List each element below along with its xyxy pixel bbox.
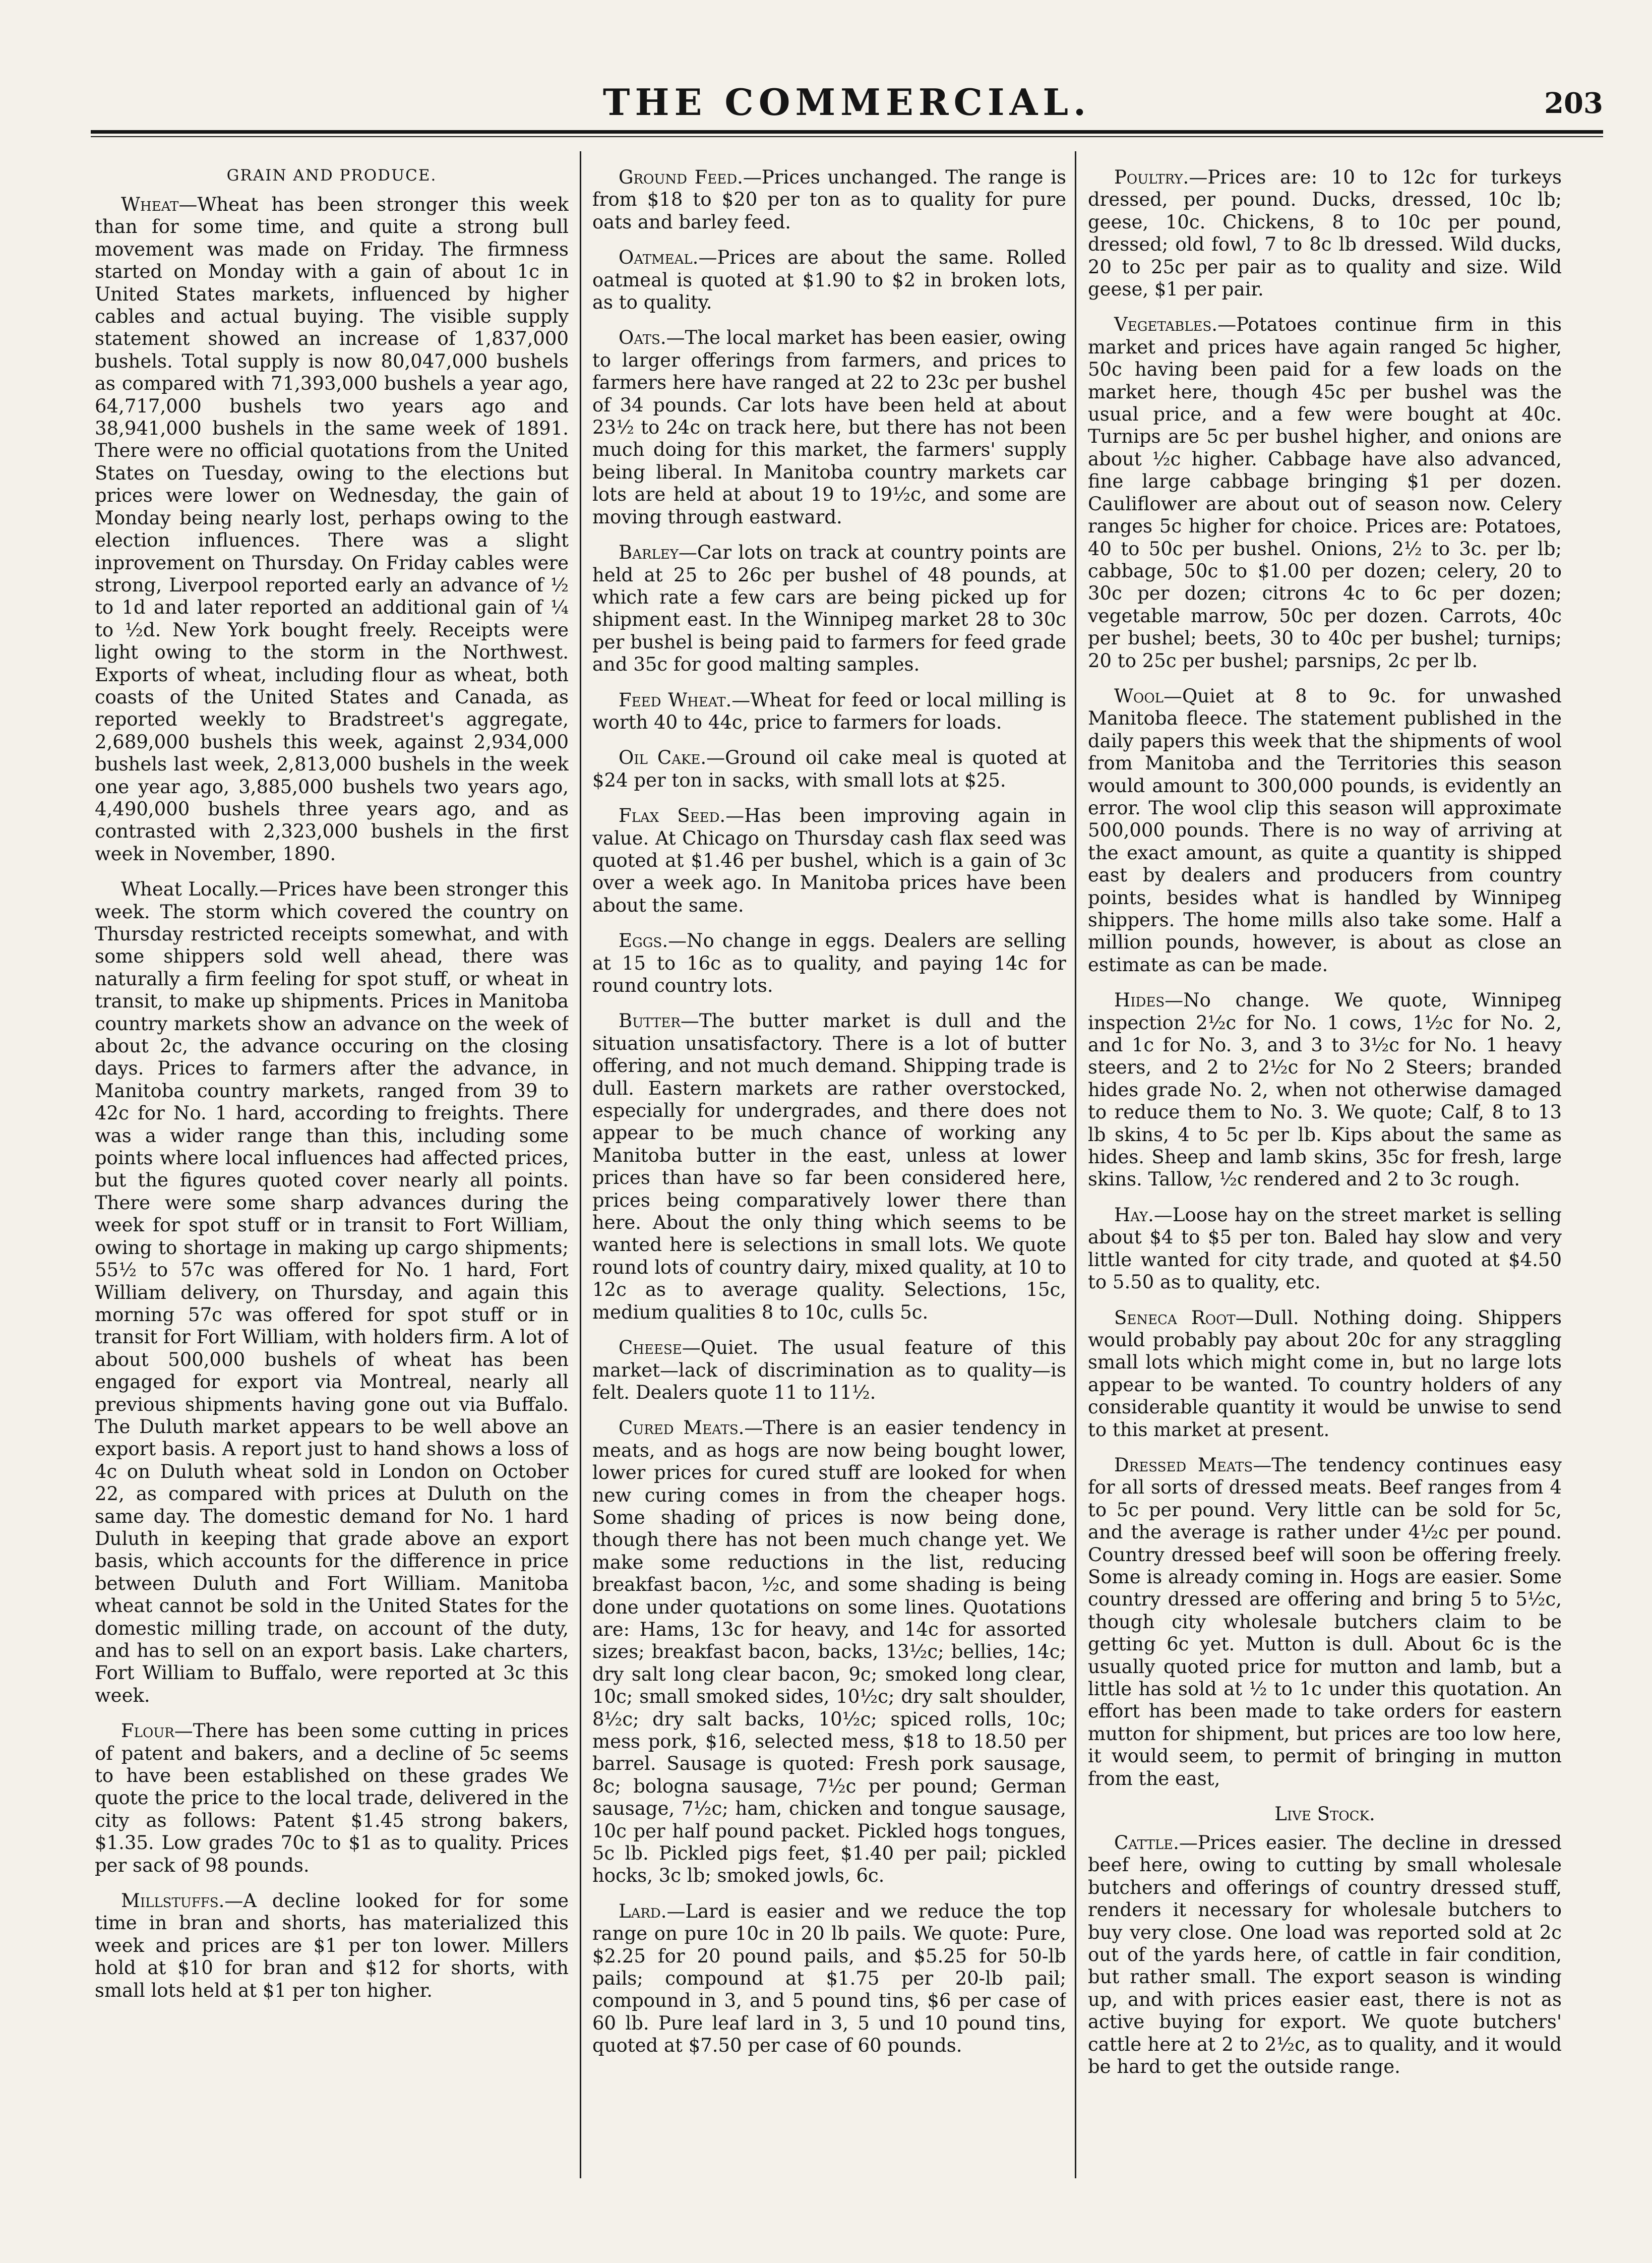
- article-paragraph: [592, 805, 1066, 917]
- header-rule-thin: [91, 136, 1603, 137]
- paragraph-lead: Wheat: [121, 194, 179, 215]
- paragraph-lead: Butter: [619, 1010, 681, 1032]
- paragraph-text: —No change. We quote, Winnipeg inspection 2½c for No. 1 cows, 1½c for No. 2, and 1c for No. 3, and 3 to 3½c for No. 1 heavy steers, and 2 to 2½c for No 2 Steers; branded hides grade No. 2, when not otherwise damaged to reduce them to No. 3. We quote; Calf, 8 to 13 lb skins, 4 to 5c per lb. Kips about the same as hides. Sheep and lamb skins, 35c for fresh, large skins. Tallow, ½c rendered and 2 to 3c rough.: [1088, 989, 1562, 1190]
- paragraph-lead: Poultry.: [1114, 166, 1189, 188]
- section-heading: GRAIN AND PRODUCE.: [226, 166, 437, 185]
- article-paragraph: [592, 1900, 1066, 2057]
- article-paragraph: [592, 327, 1066, 528]
- paragraph-text: —Dull. Nothing doing. Shippers would probably pay about 20c for any straggling small lots which might come in, but no large lots appear to be wanted. To country holders of any considerable quantity it would be unwise to send to this market at present.: [1088, 1306, 1562, 1441]
- article-paragraph: [95, 194, 569, 865]
- article-paragraph: [592, 689, 1066, 734]
- paragraph-lead: Oatmeal.: [619, 247, 699, 269]
- paragraph-text: —Lard is easier and we reduce the top range on pure 10c in 20 lb pails. We quote: Pure, $2.25 for 20 pound pails, and $5.25 for 50-lb pails; compound at $1.75 per 20-lb pail; compound in 3, and 5 pound tins, $6 per case of 60 lb. Pure leaf lard in 3, 5 und 10 pound tins, quoted at $7.50 per case of 60 pounds.: [592, 1900, 1066, 2057]
- paragraph-text: —Wheat has been stronger this week than for some time, and quite a strong bull movement was made on Friday. The firmness started on Monday with a gain of about 1c in United States markets, influenced by higher cables and actual buying. The visible supply statement showed an increase of 1,837,000 bushels. Total supply is now 80,047,000 bushels as compared with 71,393,000 bushels a year ago, 64,717,000 bushels two years ago and 38,941,000 bushels in the same week of 1891. There were no official quotations from the United States on Tuesday, owing to the elections but prices were lower on Wednesday, the gain of Monday being nearly lost, perhaps owing to the election influences. There was a slight inprovement on Thursday. On Friday cables were strong, Liverpool reported early an advance of ½ to 1d and later reported an additional gain of ¼ to ½d. New York bought freely. Receipts were light owing to the storm in the Northwest. Exports of wheat, including flour as wheat, both coasts of the United States and Canada, as reported weekly to Bradstreet's aggregate, 2,689,000 bushels this week, against 2,934,000 bushels last week, 2,813,000 bushels in the week one year ago, 3,885,000 bushels two years ago, 4,490,000 bushels three years ago, and as contrasted with 2,323,000 bushels in the first week in November, 1890.: [95, 194, 569, 865]
- paragraph-lead: Cheese: [619, 1337, 682, 1359]
- article-paragraph: [592, 1337, 1066, 1404]
- article-paragraph: [1088, 1454, 1562, 1790]
- paragraph-lead: Flour: [121, 1720, 174, 1742]
- paragraph-text: —No change in eggs. Dealers are selling at 15 to 16c as to quality, and paying 14c for round country lots.: [592, 930, 1066, 996]
- article-paragraph: [1088, 685, 1562, 976]
- paragraph-lead: Cured Meats.: [619, 1417, 745, 1439]
- header-rule-thick: [91, 130, 1603, 134]
- paragraph-lead: Dressed Meats: [1114, 1454, 1253, 1476]
- paragraph-lead: Millstuffs.: [121, 1890, 225, 1912]
- paragraph-lead: Oil Cake.: [619, 747, 707, 769]
- paragraph-text: —The butter market is dull and the situation unsatisfactory. There is a lot of butter offering, and not much demand. Shipping trade is dull. Eastern markets are rather overstocked, especially for undergrades, and there does not appear to be much chance of working any Manitoba butter in the east, unless at lower prices than have so far been considered here, prices being comparatively lower there than here. About the only thing which seems to be wanted here is selections in small lots. We quote round lots of country dairy, mixed quality, at 10 to 12c as to average quality. Selections, 15c, medium qualities 8 to 10c, culls 5c.: [592, 1010, 1066, 1323]
- paragraph-lead: Vegetables.: [1114, 314, 1218, 336]
- article-paragraph: [95, 1720, 569, 1877]
- column-2: [592, 166, 1066, 2178]
- article-paragraph: [1088, 1307, 1562, 1441]
- column-divider: [1075, 151, 1076, 2178]
- paragraph-lead: Ground Feed.: [619, 166, 743, 188]
- article-paragraph: [1088, 1832, 1562, 2078]
- paragraph-text: —Potatoes continue firm in this market and prices have again ranged 5c higher, 50c having been paid for a few loads on the market here, though 45c per bushel was the usual price, and a few were bought at 40c. Turnips are 5c per bushel higher, and onions are about ½c higher. Cabbage have also advanced, fine large cabbage bringing $1 per dozen. Cauliflower are about out of season now. Celery ranges 5c higher for choice. Prices are: Potatoes, 40 to 50c per bushel. Onions, 2½ to 3c. per lb; cabbage, 50c to $1.00 per dozen; celery, 20 to 30c per dozen; citrons 4c to 6c per dozen; vegetable marrow, 50c per dozen. Carrots, 40c per bushel; beets, 30 to 40c per bushel; turnips; 20 to 25c per bushel; parsnips, 2c per lb.: [1088, 314, 1562, 672]
- paragraph-text: —Ground oil cake meal is quoted at $24 per ton in sacks, with small lots at $25.: [592, 747, 1066, 791]
- article-paragraph: [1088, 989, 1562, 1191]
- paragraph-lead: Cattle.: [1114, 1832, 1179, 1854]
- article-paragraph: [592, 747, 1066, 792]
- article-paragraph: [95, 878, 569, 1707]
- article-paragraph: [592, 247, 1066, 314]
- paragraph-lead: Eggs.: [619, 930, 668, 952]
- paragraph-text: —The local market has been easier, owing to larger offerings from farmers, and prices to farmers here have ranged at 22 to 23c per bushel of 34 pounds. Car lots have been held at about 23½ to 24c on track here, but there has not been much doing for this market, the farmers' supply being liberal. In Manitoba country markets car lots are held at about 19 to 19½c, and some are moving through eastward.: [592, 327, 1066, 528]
- paragraph-lead: Barley: [619, 542, 679, 564]
- article-paragraph: [95, 1890, 569, 2002]
- paragraph-text: —Loose hay on the street market is selling about $4 to $5 per ton. Baled hay slow and very little wanted for city trade, and quoted at $4.50 to 5.50 as to quality, etc.: [1088, 1204, 1562, 1293]
- paragraph-lead: Feed Wheat.: [619, 689, 732, 711]
- paragraph-text: —A decline looked for for some time in bran and shorts, has materialized this week and prices are $1 per ton lower. Millers hold at $10 for bran and $12 for shorts, with small lots held at $1 per ton higher.: [95, 1890, 569, 2001]
- page-number: 203: [1544, 87, 1603, 120]
- masthead: [91, 76, 1603, 136]
- column-divider: [580, 151, 581, 2178]
- paragraph-text: —Prices have been stronger this week. The storm which covered the country on Thursday restricted receipts somewhat, and with some shippers sold well ahead, there was naturally a firm feeling for spot stuff, or wheat in transit, to make up shipments. Prices in Manitoba country markets show an advance on the week of about 2c, the advance occuring on the closing days. Prices to farmers after the advance, in Manitoba country markets, ranged from 39 to 42c for No. 1 hard, according to freights. There was a wider range than this, including some points where local influences had affected prices, but the figures quoted cover nearly all points. There were some sharp advances during the week for spot stuff or in transit to Fort William, owing to shortage in making up cargo shipments; 55½ to 57c was offered for No. 1 hard, Fort William delivery, on Thursday, and again this morning 57c was offered for spot stuff or in transit for Fort William, with holders firm. A lot of about 500,000 bushels of wheat has been engaged for export via Montreal, nearly all previous shipments having gone out via Buffalo. The Duluth market appears to be well above an export basis. A report just to hand shows a loss of 4c on Duluth wheat sold in London on October 22, as compared with prices at Duluth on the same day. The domestic demand for No. 1 hard Duluth in keeping that grade above an export basis, which accounts for the difference in price between Duluth and Fort William. Manitoba wheat cannot be sold in the United States for the domestic milling trade, on account of the duty, and has to sell on an export basis. Lake charters, Fort William to Buffalo, were reported at 3c this week.: [95, 878, 569, 1706]
- paragraph-text: —Prices unchanged. The range is from $18 to $20 per ton as to quality for pure oats and barley feed.: [592, 166, 1066, 233]
- article-paragraph: [592, 542, 1066, 676]
- paragraph-text: —Wheat for feed or local milling is worth 40 to 44c, price to farmers for loads.: [592, 689, 1066, 733]
- paragraph-text: —Quiet at 8 to 9c. for unwashed Manitoba fleece. The statement published in the daily papers this week that the shipments of wool from Manitoba and the Territories this season would amount to 300,000 pounds, is evidently an error. The wool clip this season will approximate 500,000 pounds. There is no way of arriving at the exact amount, as quite a quantity is shipped east by dealers and producers from country points, besides what is handled by Winnipeg shippers. The home mills also take some. Half a million pounds, however, is about as close an estimate as can be made.: [1088, 685, 1562, 976]
- paragraph-text: —Quiet. The usual feature of this market—lack of discrimination as to quality—is felt. Dealers quote 11 to 11½.: [592, 1337, 1066, 1403]
- section-subheading: Live Stock.: [1274, 1803, 1375, 1825]
- paragraph-lead: Hides: [1114, 989, 1165, 1011]
- paragraph-lead: Flax Seed.: [619, 805, 726, 827]
- paragraph-text: —There is an easier tendency in meats, and as hogs are now being bought lower, lower prices for cured stuff are looked for when new curing comes in from the cheaper hogs. Some shading of prices is now being done, though there has not been much change yet. We make some reductions in the list, reducing breakfast bacon, ½c, and some shading is being done under quotations on some lines. Quotations are: Hams, 13c for heavy, and 14c for assorted sizes; breakfast bacon, backs, 13½c; bellies, 14c; dry salt long clear bacon, 9c; smoked long clear, 10c; small smoked sides, 10½c; dry salt shoulder, 8½c; dry salt backs, 10½c; spiced rolls, 10c; mess pork, $16, selected mess, $18 to 18.50 per barrel. Sausage is quoted: Fresh pork sausage, 8c; bologna sausage, 7½c per pound; German sausage, 7½c; ham, chicken and tongue sausage, 10c per half pound packet. Pickled hogs tongues, 5c lb. Pickled pigs feet, $1.40 per pail; pickled hocks, 3c lb; smoked jowls, 6c.: [592, 1417, 1066, 1887]
- paragraph-text: —The tendency continues easy for all sorts of dressed meats. Beef ranges from 4 to 5c per pound. Very little can be sold for 5c, and the average is rather under 4½c per pound. Country dressed beef will soon be offering freely. Some is already coming in. Hogs are easier. Some country dressed are offering and bring 5 to 5½c, though city wholesale butchers claim to be getting 6c yet. Mutton is dull. About 6c is the usually quoted price for mutton and lamb, but a little has sold at ½ to 1c under this quotation. An effort has been made to take orders for eastern mutton for shipment, but prices are too low here, it would seem, to permit of bringing in mutton from the east,: [1088, 1454, 1562, 1790]
- column-1: [95, 166, 569, 2178]
- paragraph-text: —There has been some cutting in prices of patent and bakers, and a decline of 5c seems to have been established on these grades We quote the price to the local trade, delivered in the city as follows: Patent $1.45 strong bakers, $1.35. Low grades 70c to $1 as to quality. Prices per sack of 98 pounds.: [95, 1720, 569, 1876]
- paragraph-text: —Car lots on track at country points are held at 25 to 26c per bushel of 48 pounds, at which rate a few cars are being picked up for shipment east. In the Winnipeg market 28 to 30c per bushel is being paid to farmers for feed grade and 35c for good malting samples.: [592, 542, 1066, 676]
- paragraph-text: —Prices are: 10 to 12c for turkeys dressed, per pound. Ducks, dressed, 10c lb; geese, 10c. Chickens, 8 to 10c per pound, dressed; old fowl, 7 to 8c lb dressed. Wild ducks, 20 to 25c per pair as to quality and size. Wild geese, $1 per pair.: [1088, 166, 1562, 301]
- newspaper-title: THE COMMERCIAL.: [602, 81, 1091, 124]
- column-3: [1088, 166, 1562, 2178]
- paragraph-lead: Oats.: [619, 327, 666, 349]
- article-paragraph: [592, 166, 1066, 233]
- paragraph-lead: Lard.: [619, 1900, 667, 1922]
- article-paragraph: [592, 1417, 1066, 1887]
- paragraph-text: —Prices are about the same. Rolled oatmeal is quoted at $1.90 to $2 in broken lots, as to quality.: [592, 247, 1066, 314]
- paragraph-lead: Wool: [1114, 685, 1164, 707]
- paragraph-text: —Prices easier. The decline in dressed beef here, owing to cutting by small wholesale butchers and offerings of country dressed stuff, renders it necessary for wholesale butchers to buy very close. One load was reported sold at 2c out of the yards here, of cattle in fair condition, but rather small. The export season is winding up, and with prices easier east, there is not as active buying for export. We quote butchers' cattle here at 2 to 2½c, as to quality, and it would be hard to get the outside range.: [1088, 1832, 1562, 2078]
- paragraph-lead: Hay.: [1114, 1204, 1154, 1226]
- article-paragraph: [1088, 166, 1562, 301]
- article-paragraph: [1088, 1204, 1562, 1294]
- paragraph-text: —Has been improving again in value. At Chicago on Thursday cash flax seed was quoted at $1.46 per bushel, which is a gain of 3c over a week ago. In Manitoba prices have been about the same.: [592, 805, 1066, 916]
- paragraph-lead: Wheat Locally.: [121, 878, 260, 901]
- article-paragraph: [592, 930, 1066, 997]
- article-paragraph: [1088, 314, 1562, 672]
- article-paragraph: [592, 1010, 1066, 1324]
- paragraph-lead: Seneca Root: [1114, 1306, 1236, 1329]
